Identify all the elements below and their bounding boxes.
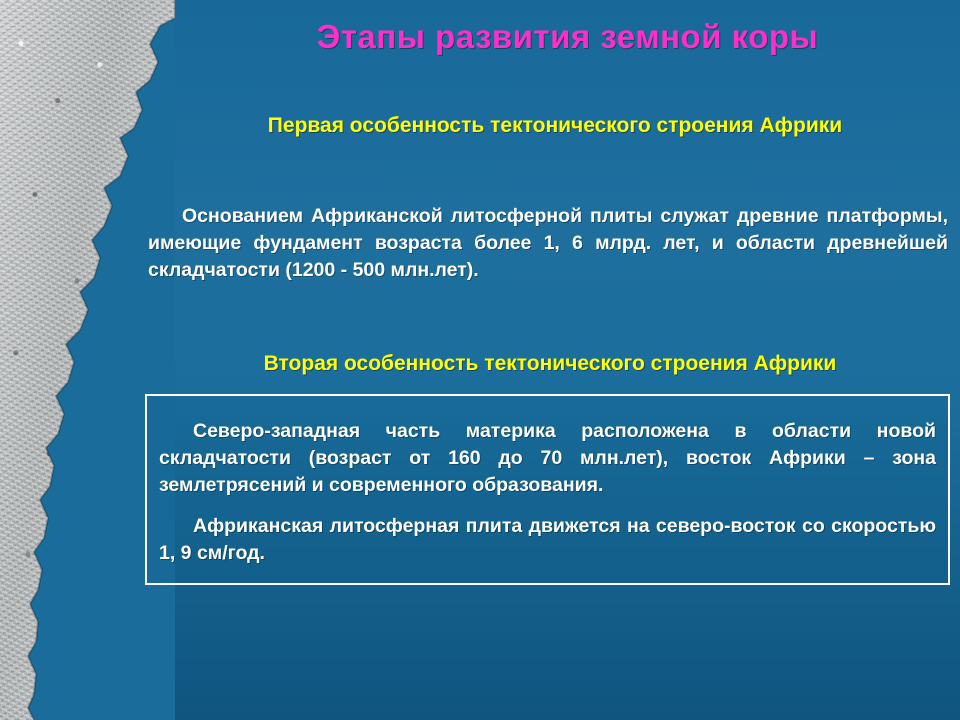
highlight-box [145, 394, 950, 585]
box-paragraph-two: Африканская литосферная плита движется на северо-восток со скоростью 1, 9 см/год. [159, 515, 936, 564]
box-paragraph-one: Северо-западная часть материка расположена в области новой складчатости (возраст от 160 до 70 млн.лет), восток Африки – зона землетрясений и современного образования. [159, 420, 936, 496]
section-heading-first: Первая особенность тектонического строения Африки [267, 114, 843, 137]
page-title: Этапы развития земной коры [316, 18, 819, 55]
section-heading-second: Вторая особенность тектонического строения Африки [263, 352, 837, 375]
body-paragraph-first: Основанием Африканской литосферной плиты служат древние платформы, имеющие фундамент возраста более 1, 6 млрд. лет, и области древнейшей складчатости (1200 - 500 млн.лет). [148, 205, 948, 281]
